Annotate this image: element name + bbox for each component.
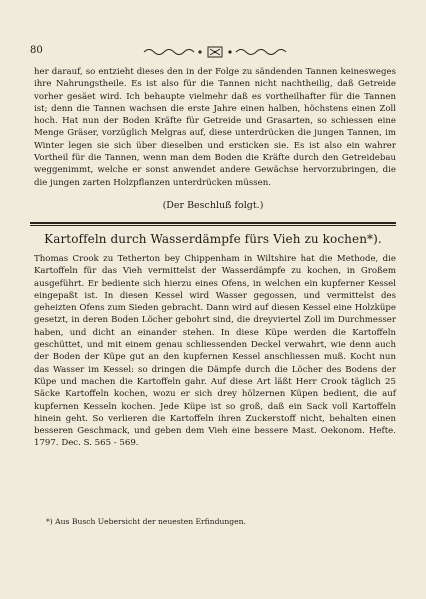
ornament-icon [140,46,290,58]
paragraph-tannen: her darauf, so entzieht dieses den in der Folge zu sändenden Tannen keinesweges ihre Nahrungstheile. Es ist also für die Tannen nicht nachtheilig, daß Getreide vorher gesäet wird. Ich behaupte vielmehr daß es vortheilhafter für die Tannen ist; denn die Tannen wachsen die erste Jahre einen halben, höchstens einen Zoll hoch. Hat nun der Boden Kräfte für Getreide und Grasarten, so schiessen eine Menge Gräser, vorzüglich Melgras auf, diese unterdrücken die jungen Tannen, im Winter legen sie sich über dieselben und ersticken sie. Es ist also ein wahrer Vortheil für die Tannen, wenn man dem Boden die Kräfte durch den Getreidebau weggenimmt, welche er sonst anwendet andere Gewächse hervorzubringen, die die jungen zarten Holzpflanzen unterdrücken müssen. [34,67,396,188]
paragraph-kartoffeln: Thomas Crook zu Tetherton bey Chippenham in Wiltshire hat die Methode, die Kartoffeln für das Vieh vermittelst der Wasserdämpfe zu kochen, in Großem ausgeführt. Er bediente sich hierzu eines Ofens, in welchen ein kupferner Kessel eingepaßt ist. In diesen Kessel wird Wasser gegossen, und vermittelst des geheizten Ofens zum Sieden gebracht. Dann wird auf diesen Kessel eine Holzküpe gesetzt, in deren Boden Löcher gebohrt sind, die dreyviertel Zoll im Durchmesser haben, und dicht an einander stehen. In diese Küpe werden die Kartoffeln geschüttet, und mit einem genau schliessenden Deckel verwahrt, wie denn auch der Boden der Küpe gut an den kupfernen Kessel anschliessen muß. Kocht nun das Wasser im Kessel: so dringen die Dämpfe durch die Löcher des Bodens der Küpe und machen die Kartoffeln gahr. Auf diese Art läßt Herr Crook täglich 25 Säcke Kartoffeln kochen, wozu er sich drey hölzernen Küpen bedient, die auf kupfernen Kesseln kochen. Jede Küpe ist so groß, daß ein Sack voll Kartoffeln hinein geht. So verlieren die Kartoffeln ihren Zuckerstoff nicht, behalten einen besseren Geschmack, und geben dem Vieh eine bessere Mast. Oekonom. Hefte. 1797. Dec. S. 565 - 569. [34,254,396,449]
page-header [30,44,396,60]
section-divider-thin [30,225,396,226]
continued-note: (Der Beschluß folgt.) [162,200,264,211]
section-title: Kartoffeln durch Wasserdämpfe fürs Vieh zu kochen*). [44,232,382,246]
page-number: 80 [30,45,43,56]
footnote: *) Aus Busch Uebersicht der neuesten Erfindungen. [46,517,246,526]
section-divider [30,222,396,224]
